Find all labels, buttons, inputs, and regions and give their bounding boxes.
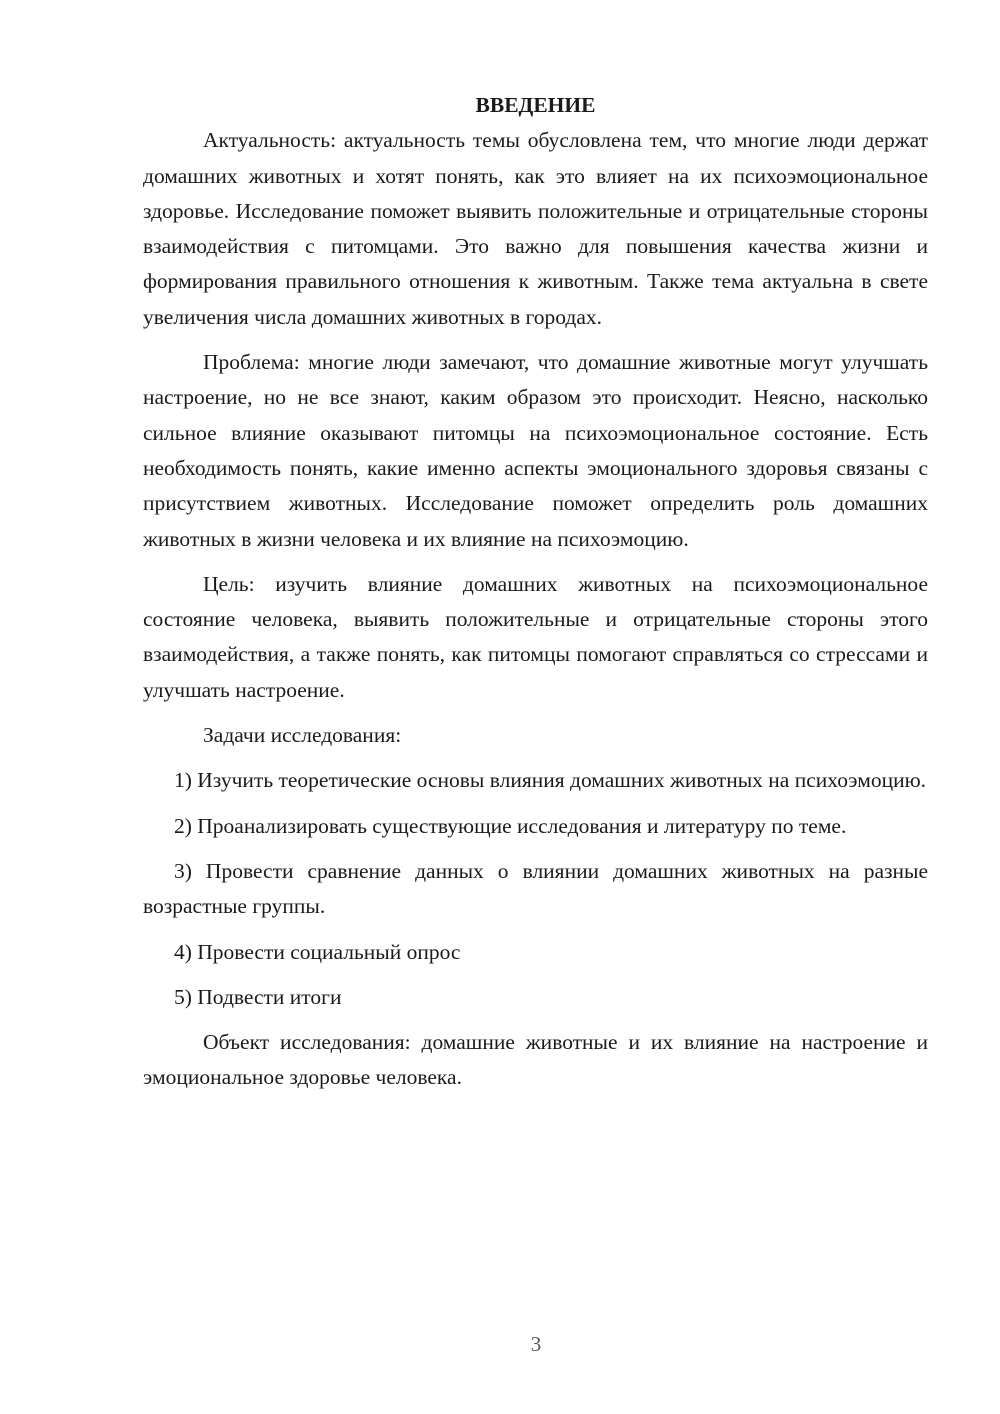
relevance-paragraph: Актуальность: актуальность темы обусловлена тем, что многие люди держат домашних животных и хотят понять, как это влияет на их психоэмоциональное здоровье. Исследование поможет выявить положительные и отрицательные стороны взаимодействия с питомцами. Это важно для повышения качества жизни и формирования правильного отношения к животным. Также тема актуальна в свете увеличения числа домашних животных в городах.	[143, 128, 928, 329]
tasks-heading: Задачи исследования:	[203, 723, 402, 748]
goal-paragraph: Цель: изучить влияние домашних животных на психоэмоциональное состояние человека, выявить положительные и отрицательные стороны этого взаимодействия, а также понять, как питомцы помогают справляться со стрессами и улучшать настроение.	[143, 571, 928, 702]
document-page	[143, 88, 928, 1106]
page-title: ВВЕДЕНИЕ	[475, 93, 596, 117]
page-number: 3	[530, 1332, 542, 1356]
list-item: 1) Изучить теоретические основы влияния домашних животных на психоэмоцию.	[174, 768, 927, 793]
tasks-list	[143, 763, 928, 1015]
object-paragraph: Объект исследования: домашние животные и их влияние на настроение и эмоциональное здоровье человека.	[143, 1030, 928, 1090]
list-item: 3) Провести сравнение данных о влиянии домашних животных на разные возрастные группы.	[143, 858, 928, 919]
problem-paragraph: Проблема: многие люди замечают, что домашние животные могут улучшать настроение, но не все знают, каким образом это происходит. Неясно, насколько сильное влияние оказывают питомцы на психоэмоциональное состояние. Есть необходимость понять, какие именно аспекты эмоционального здоровья связаны с присутствием животных. Исследование поможет определить роль домашних животных в жизни человека и их влияние на психоэмоцию.	[143, 350, 928, 551]
list-item: 5) Подвести итоги	[174, 984, 342, 1009]
list-item: 4) Провести социальный опрос	[174, 939, 461, 964]
list-item: 2) Проанализировать существующие исследования и литературу по теме.	[174, 813, 847, 838]
